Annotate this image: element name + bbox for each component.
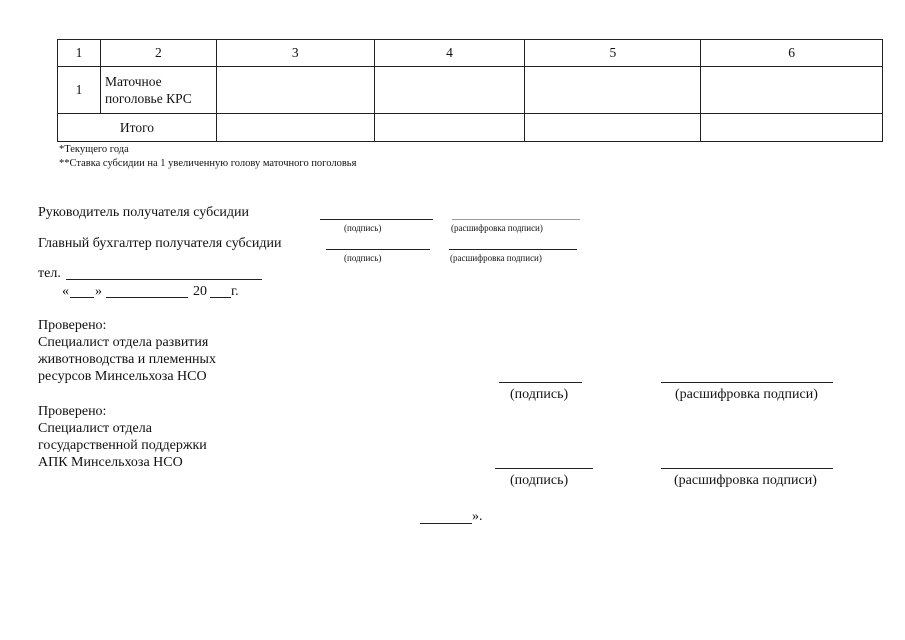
table-cell [374,67,525,114]
check-title: Проверено: [38,318,107,333]
table-row [58,67,883,114]
row-number: 1 [58,67,101,114]
closing-mark: ». [472,509,483,524]
table-cell [216,67,374,114]
table-cell [525,114,701,142]
date-open-quote: « [62,284,69,299]
table-cell [701,67,883,114]
closing-line [420,523,472,524]
footnote-2: **Ставка субсидии на 1 увеличенную голову маточного поголовья [59,158,357,169]
phone-label: тел. [38,266,61,281]
check1-decode-line [661,382,833,383]
sign-hint: (подпись) [344,223,382,233]
subsidy-table [57,39,883,142]
sign-hint: (подпись) [344,253,382,263]
header-cell: 2 [100,40,216,67]
check-line: ресурсов Минсельхоза НСО [38,369,207,384]
decode-hint: (расшифровка подписи) [451,223,543,233]
header-cell: 5 [525,40,701,67]
header-cell: 6 [701,40,883,67]
check-line: АПК Минсельхоза НСО [38,455,183,470]
header-cell: 1 [58,40,101,67]
check-line: Специалист отдела [38,421,152,436]
date-year-line [210,297,231,298]
check2-sign-hint: (подпись) [510,473,569,488]
decode-hint: (расшифровка подписи) [450,253,542,263]
head-decode-line [452,219,580,220]
table-header-row [58,40,883,67]
header-cell: 3 [216,40,374,67]
check1-sign-hint: (подпись) [510,387,569,402]
date-suffix: г. [231,284,239,299]
table-cell [525,67,701,114]
date-close-quote: » [95,284,102,299]
check1-decode-hint: (расшифровка подписи) [675,387,818,402]
check2-sign-line [495,468,593,469]
date-day-line [70,297,94,298]
head-sign-line [320,219,433,220]
phone-line [66,279,262,280]
check-title: Проверено: [38,404,107,419]
table-total-row [58,114,883,142]
check-line: животноводства и племенных [38,352,216,367]
row-name: Маточное поголовье КРС [100,67,216,114]
accountant-decode-line [449,249,577,250]
check2-decode-line [661,468,833,469]
check-line: государственной поддержки [38,438,207,453]
footnote-1: *Текущего года [59,144,129,155]
accountant-sign-line [326,249,430,250]
table-cell [374,114,525,142]
check2-decode-hint: (расшифровка подписи) [674,473,817,488]
header-cell: 4 [374,40,525,67]
check1-sign-line [499,382,582,383]
table-cell [216,114,374,142]
check-line: Специалист отдела развития [38,335,209,350]
date-year-prefix: 20 [193,284,207,299]
date-month-line [106,297,188,298]
head-label: Руководитель получателя субсидии [38,205,250,220]
total-label: Итого [58,114,217,142]
accountant-label: Главный бухгалтер получателя субсидии [38,236,282,251]
table-cell [701,114,883,142]
